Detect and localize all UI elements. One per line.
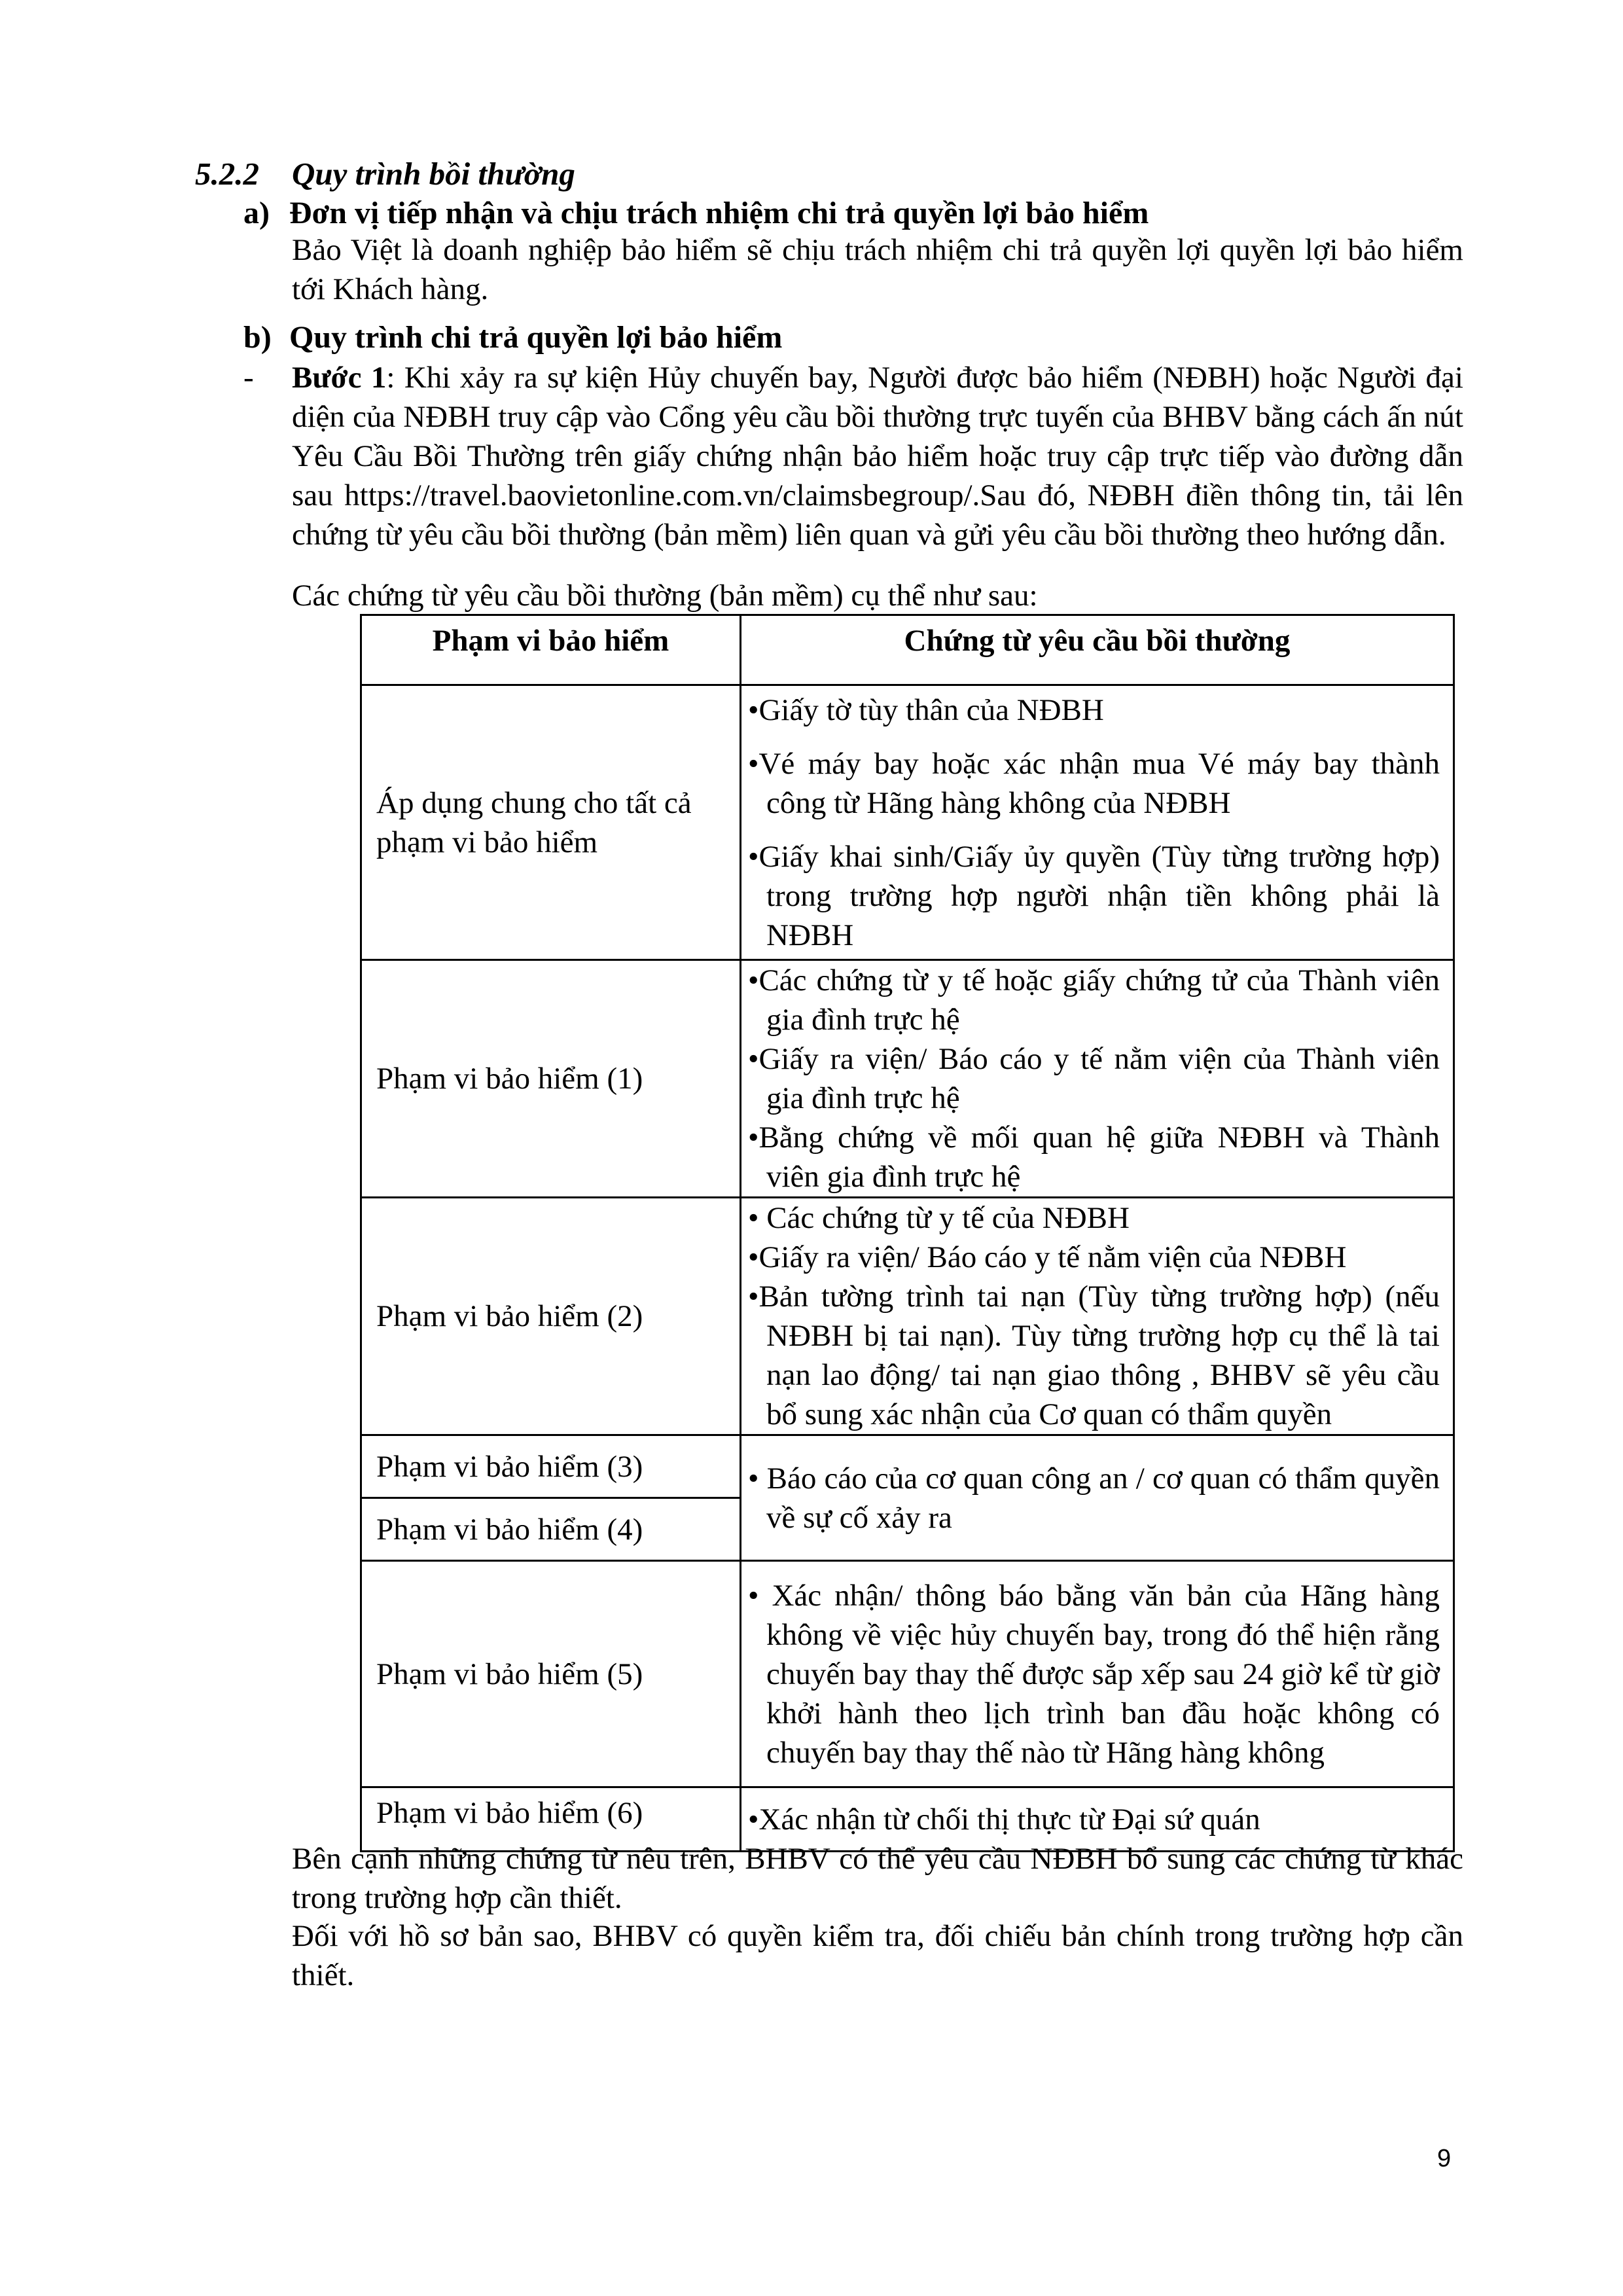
document-item: • Các chứng từ y tế của NĐBH <box>748 1201 1130 1235</box>
document-item: •Bằng chứng về mối quan hệ giữa NĐBH và Thành viên gia đình trực hệ <box>748 1121 1440 1194</box>
header-documents: Chứng từ yêu cầu bồi thường <box>741 615 1454 685</box>
table-row <box>361 1561 1454 1787</box>
scope-cell: Phạm vi bảo hiểm (4) <box>361 1498 741 1561</box>
scope-cell: Phạm vi bảo hiểm (2) <box>361 1198 741 1435</box>
document-item: •Xác nhận từ chối thị thực từ Đại sứ quán <box>748 1802 1260 1837</box>
step1-paragraph <box>292 358 1463 554</box>
documents-cell <box>741 1198 1454 1435</box>
docs-intro: Các chứng từ yêu cầu bồi thường (bản mềm) cụ thể như sau: <box>292 579 1038 613</box>
table-row <box>361 960 1454 1198</box>
documents-cell <box>741 685 1454 960</box>
subsection-a-body: Bảo Việt là doanh nghiệp bảo hiểm sẽ chịu trách nhiệm chi trả quyền lợi quyền lợi bảo hiểm tới Khách hàng. <box>292 233 1463 306</box>
document-item: •Bản tường trình tai nạn (Tùy từng trường hợp) (nếu NĐBH bị tai nạn). Tùy từng trường hợp cụ thể là tai nạn lao động/ tai nạn giao thông , BHBV sẽ yêu cầu bổ sung xác nhận của Cơ quan có thẩm quyền <box>748 1280 1440 1431</box>
table-header-row <box>361 615 1454 685</box>
subsection-b-heading <box>243 318 782 357</box>
document-item: •Giấy ra viện/ Báo cáo y tế nằm viện của NĐBH <box>748 1240 1347 1274</box>
subsection-a-title: Đơn vị tiếp nhận và chịu trách nhiệm chi trả quyền lợi bảo hiểm <box>289 196 1149 230</box>
table-row <box>361 1435 1454 1498</box>
document-item: • Báo cáo của cơ quan công an / cơ quan có thẩm quyền về sự cố xảy ra <box>748 1461 1440 1535</box>
table-row <box>361 685 1454 960</box>
documents-cell <box>741 960 1454 1198</box>
step1-text: : Khi xảy ra sự kiện Hủy chuyến bay, Người được bảo hiểm (NĐBH) hoặc Người đại diện của NĐBH truy cập vào Cổng yêu cầu bồi thường trực tuyến của BHBV bằng cách ấn nút Yêu Cầu Bồi Thường trên giấy chứng nhận bảo hiểm hoặc truy cập trực tiếp vào đường dẫn sau https://travel.baovietonline.com.vn/claimsbegroup/.Sau đó, NĐBH điền thông tin, tải lên chứng từ yêu cầu bồi thường (bản mềm) liên quan và gửi yêu cầu bồi thường theo hướng dẫn. <box>292 361 1463 552</box>
document-item: •Giấy khai sinh/Giấy ủy quyền (Tùy từng trường hợp) trong trường hợp người nhận tiền không phải là NĐBH <box>748 839 1440 952</box>
subsection-b-mark: b) <box>243 320 272 355</box>
document-item: •Vé máy bay hoặc xác nhận mua Vé máy bay thành công từ Hãng hàng không của NĐBH <box>748 746 1440 820</box>
page-number: 9 <box>1437 2145 1452 2172</box>
subsection-a-mark: a) <box>243 196 270 230</box>
step1-label: Bước 1 <box>292 361 387 395</box>
documents-cell <box>741 1561 1454 1787</box>
documents-cell <box>741 1435 1454 1561</box>
section-heading <box>195 154 575 194</box>
document-item: •Giấy ra viện/ Báo cáo y tế nằm viện của Thành viên gia đình trực hệ <box>748 1042 1440 1115</box>
subsection-a-heading <box>243 194 1149 233</box>
document-item: •Giấy tờ tùy thân của NĐBH <box>748 692 1104 727</box>
subsection-b-title: Quy trình chi trả quyền lợi bảo hiểm <box>289 320 783 355</box>
scope-cell: Phạm vi bảo hiểm (3) <box>361 1435 741 1498</box>
section-title: Quy trình bồi thường <box>292 156 575 192</box>
claims-documents-table <box>360 614 1455 1852</box>
header-scope: Phạm vi bảo hiểm <box>361 615 741 685</box>
document-item: • Xác nhận/ thông báo bằng văn bản của Hãng hàng không về việc hủy chuyến bay, trong đó thể hiện rằng chuyến bay thay thế được sắp xếp sau 24 giờ kể từ giờ khởi hành theo lịch trình ban đầu hoặc không có chuyến bay thay thế nào từ Hãng hàng không <box>748 1578 1440 1770</box>
after-table-paragraph-2: Đối với hồ sơ bản sao, BHBV có quyền kiểm tra, đối chiếu bản chính trong trường hợp cần thiết. <box>292 1919 1463 1992</box>
scope-cell: Phạm vi bảo hiểm (6) <box>361 1787 741 1852</box>
scope-cell: Phạm vi bảo hiểm (1) <box>361 960 741 1198</box>
step1-dash: - <box>243 361 254 395</box>
section-number: 5.2.2 <box>195 156 259 192</box>
table-row <box>361 1198 1454 1435</box>
after-table-paragraph-1: Bên cạnh những chứng từ nêu trên, BHBV có thể yêu cầu NĐBH bổ sung các chứng từ khác trong trường hợp cần thiết. <box>292 1842 1463 1915</box>
scope-cell: Áp dụng chung cho tất cả phạm vi bảo hiểm <box>361 685 741 960</box>
scope-cell: Phạm vi bảo hiểm (5) <box>361 1561 741 1787</box>
document-item: •Các chứng từ y tế hoặc giấy chứng tử của Thành viên gia đình trực hệ <box>748 963 1440 1037</box>
